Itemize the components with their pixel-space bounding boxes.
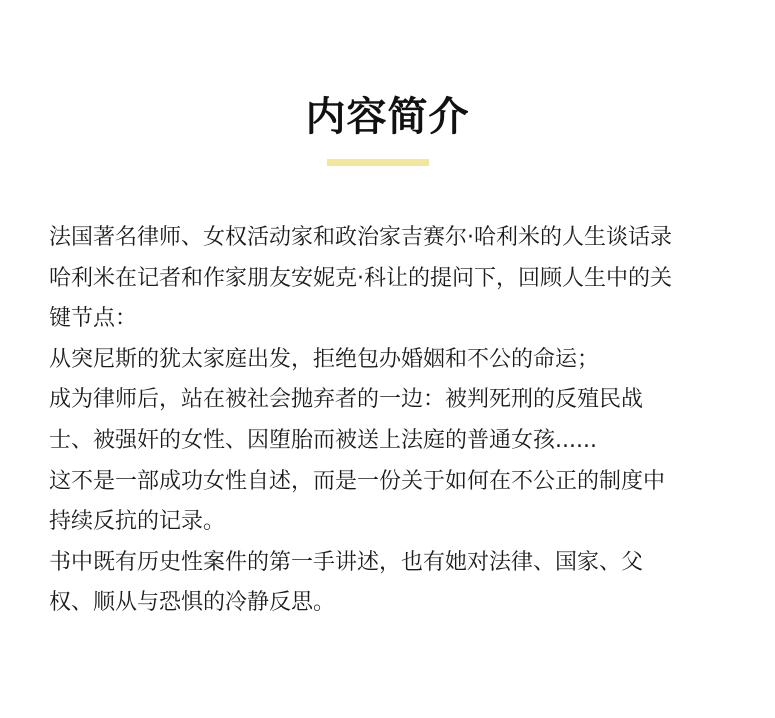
page-title: 内容简介 bbox=[305, 93, 470, 140]
text-line: 成为律师后，站在被社会抛弃者的一边：被判死刑的反殖民战 bbox=[49, 387, 644, 413]
text-line: 书中既有历史性案件的第一手讲述，也有她对法律、国家、父 bbox=[49, 549, 644, 575]
intro-text bbox=[49, 218, 749, 624]
text-line: 法国著名律师、女权活动家和政治家吉赛尔·哈利米的人生谈话录 bbox=[49, 225, 672, 250]
text-line: 从突尼斯的犹太家庭出发，拒绝包办婚姻和不公的命运； bbox=[49, 346, 600, 372]
text-line: 士、被强奸的女性、因堕胎而被送上法庭的普通女孩...... bbox=[49, 427, 597, 453]
title-underline bbox=[327, 159, 429, 166]
text-line: 这不是一部成功女性自述，而是一份关于如何在不公正的制度中 bbox=[49, 468, 666, 494]
text-line: 键节点： bbox=[49, 306, 138, 332]
text-line: 权、顺从与恐惧的冷静反思。 bbox=[49, 590, 336, 616]
text-line: 哈利米在记者和作家朋友安妮克·科让的提问下，回顾人生中的关 bbox=[49, 265, 672, 291]
text-line: 持续反抗的记录。 bbox=[49, 509, 226, 535]
